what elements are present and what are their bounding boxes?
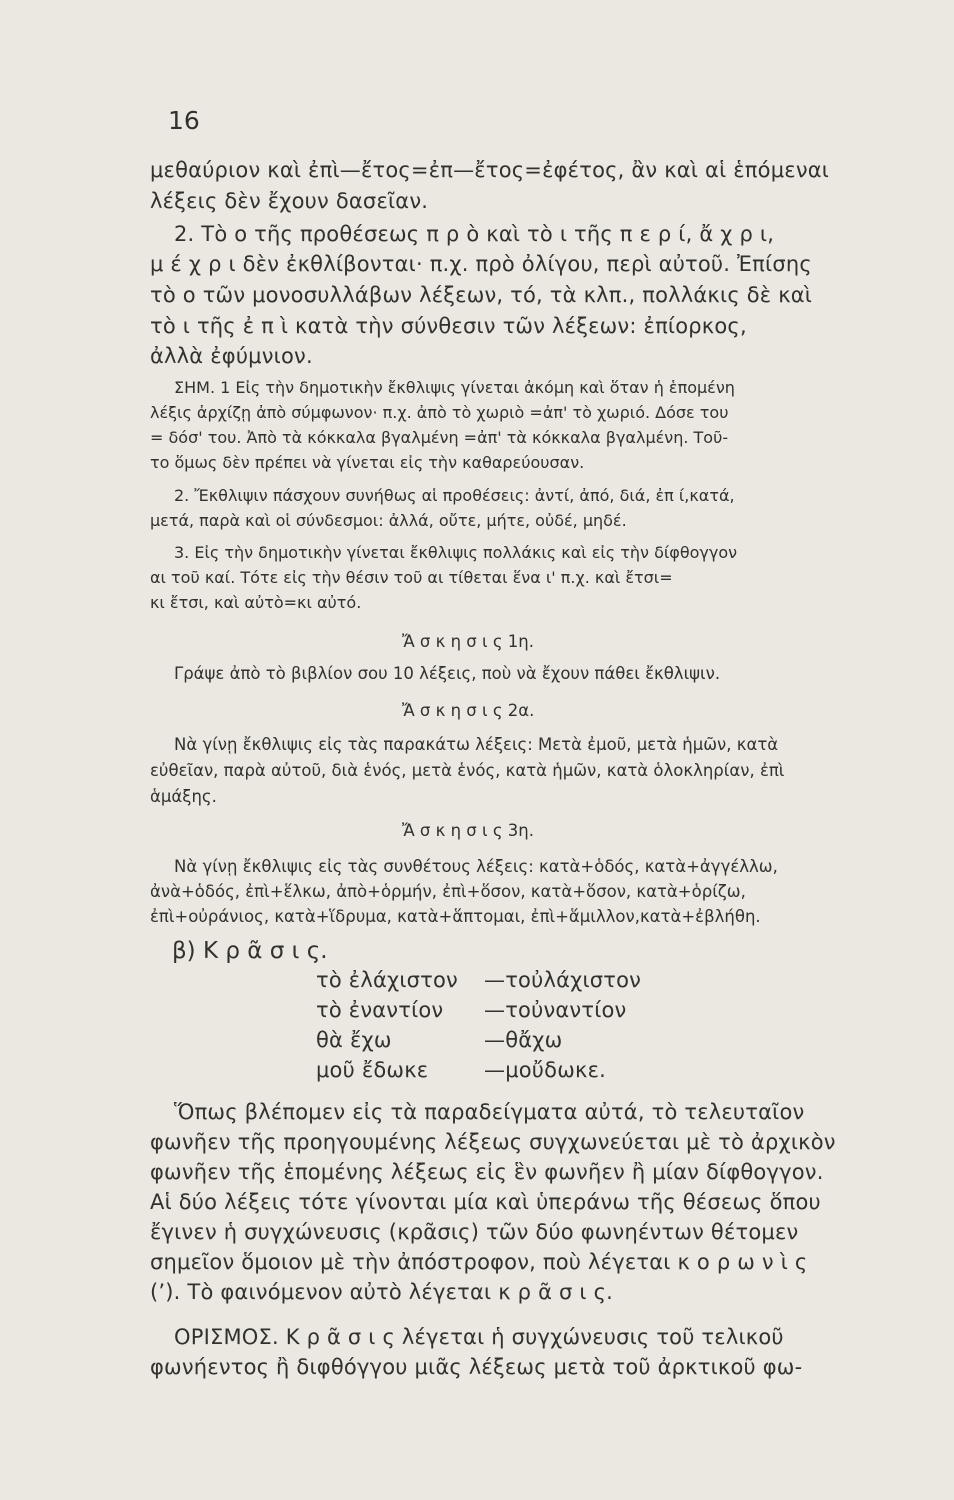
exercise-text: ἁμάξης.	[150, 787, 217, 806]
exercise-text: ἀνὰ+ὁδός, ἐπὶ+ἕλκω, ἀπὸ+ὁρμήν, ἐπὶ+ὅσον, κατὰ+ὅσον, κατὰ+ὁρίζω,	[150, 882, 746, 901]
text-line: μεθαύριον καὶ ἐπὶ—ἔτος=ἐπ—ἔτος=ἐφέτος, ἂν καὶ αἱ ἑπόμεναι	[150, 158, 830, 182]
example-right: —τοὐλάχιστον	[484, 968, 642, 992]
example-left: μοῦ ἔδωκε	[316, 1058, 429, 1082]
exercise-title: Ἄ σ κ η σ ι ς 1η.	[402, 632, 534, 651]
exercise-text: ἐπὶ+οὐράνιος, κατὰ+ἵδρυμα, κατὰ+ἅπτομαι, ἐπὶ+ἅμιλλον,κατὰ+ἐβλήθη.	[150, 907, 761, 926]
note-line: 3. Εἰς τὴν δημοτικὴν γίνεται ἔκθλιψις πολλάκις καὶ εἰς τὴν δίφθογγον	[174, 543, 738, 562]
note-line: αι τοῦ καί. Τότε εἰς τὴν θέσιν τοῦ αι τίθεται ἕνα ι' π.χ. καὶ ἔτσι=	[150, 568, 673, 587]
section-heading: β) Κ ρ ᾶ σ ι ς.	[172, 938, 328, 964]
example-left: τὸ ἐναντίον	[316, 998, 444, 1022]
text-line: μ έ χ ρ ι δὲν ἐκθλίβονται· π.χ. πρὸ ὀλίγου, περὶ αὐτοῦ. Ἐπίσης	[150, 252, 812, 276]
text-line: λέξεις δὲν ἔχουν δασεῖαν.	[150, 189, 429, 213]
definition-line: φωνήεντος ἢ διφθόγγου μιᾶς λέξεως μετὰ τοῦ ἀρκτικοῦ φω-	[150, 1355, 803, 1379]
page-number: 16	[168, 106, 200, 135]
note-line: 2. Ἔκθλιψιν πάσχουν συνήθως αἱ προθέσεις: ἀντί, ἀπό, διά, ἐπ ί,κατά,	[174, 486, 735, 505]
paragraph-line: Αἱ δύο λέξεις τότε γίνονται μία καὶ ὑπεράνω τῆς θέσεως ὅπου	[150, 1190, 821, 1214]
example-left: τὸ ἐλάχιστον	[316, 968, 458, 992]
exercise-text: εὐθεῖαν, παρὰ αὐτοῦ, διὰ ἑνός, μετὰ ἑνός, κατὰ ἡμῶν, κατὰ ὁλοκληρίαν, ἐπὶ	[150, 761, 785, 780]
exercise-text: Γράψε ἀπὸ τὸ βιβλίον σου 10 λέξεις, ποὺ νὰ ἔχουν πάθει ἔκθλιψιν.	[174, 664, 721, 683]
note-line: μετά, παρὰ καὶ οἱ σύνδεσμοι: ἀλλά, οὔτε, μήτε, οὐδέ, μηδέ.	[150, 511, 627, 530]
exercise-text: Νὰ γίνῃ ἔκθλιψις εἰς τὰς παρακάτω λέξεις: Μετὰ ἐμοῦ, μετὰ ἡμῶν, κατὰ	[174, 735, 779, 754]
note-line: το ὅμως δὲν πρέπει νὰ γίνεται εἰς τὴν καθαρεύουσαν.	[150, 453, 585, 472]
example-right: —μοὔδωκε.	[484, 1058, 606, 1082]
exercise-title: Ἄ σ κ η σ ι ς 2α.	[402, 701, 535, 720]
exercise-text: Νὰ γίνῃ ἔκθλιψις εἰς τὰς συνθέτους λέξεις: κατὰ+ὁδός, κατὰ+ἀγγέλλω,	[174, 857, 778, 876]
paragraph-line: φωνῆεν τῆς ἑπομένης λέξεως εἰς ἓν φωνῆεν ἢ μίαν δίφθογγον.	[150, 1160, 824, 1184]
note-line: λέξις ἀρχίζῃ ἀπὸ σύμφωνον· π.χ. ἀπὸ τὸ χωριὸ =ἀπ' τὸ χωριό. Δόσε του	[150, 403, 729, 422]
note-line: = δόσ' του. Ἀπὸ τὰ κόκκαλα βγαλμένη =ἀπ' τὰ κόκκαλα βγαλμένη. Τοῦ-	[150, 428, 729, 447]
example-left: θὰ ἔχω	[316, 1028, 392, 1052]
paragraph-line: ἔγινεν ἡ συγχώνευσις (κρᾶσις) τῶν δύο φωνηέντων θέτομεν	[150, 1220, 799, 1244]
example-right: —θἄχω	[484, 1028, 563, 1052]
text-line: τὸ ο τῶν μονοσυλλάβων λέξεων, τό, τὰ κλπ., πολλάκις δὲ καὶ	[150, 283, 813, 307]
text-line: 2. Τὸ ο τῆς προθέσεως π ρ ὸ καὶ τὸ ι τῆς π ε ρ ί, ἄ χ ρ ι,	[174, 222, 775, 246]
text-line: ἀλλὰ ἐφύμνιον.	[150, 344, 313, 368]
exercise-title: Ἄ σ κ η σ ι ς 3η.	[402, 821, 534, 840]
note-line: ΣΗΜ. 1 Εἰς τὴν δημοτικὴν ἔκθλιψις γίνεται ἀκόμη καὶ ὅταν ἡ ἑπομένη	[174, 378, 735, 397]
paragraph-line: Ὅπως βλέπομεν εἰς τὰ παραδείγματα αὐτά, τὸ τελευταῖον	[174, 1100, 805, 1124]
note-line: κι ἔτσι, καὶ αὐτὸ=κι αὐτό.	[150, 593, 362, 612]
paragraph-line: (’). Τὸ φαινόμενον αὐτὸ λέγεται κ ρ ᾶ σ ι ς.	[150, 1280, 613, 1304]
definition-line: ΟΡΙΣΜΟΣ. Κ ρ ᾶ σ ι ς λέγεται ἡ συγχώνευσις τοῦ τελικοῦ	[174, 1325, 784, 1349]
text-line: τὸ ι τῆς ἐ π ὶ κατὰ τὴν σύνθεσιν τῶν λέξεων: ἐπίορκος,	[150, 314, 747, 338]
example-right: —τοὐναντίον	[484, 998, 627, 1022]
paragraph-line: σημεῖον ὅμοιον μὲ τὴν ἀπόστροφον, ποὺ λέγεται κ ο ρ ω ν ὶ ς	[150, 1250, 808, 1274]
paragraph-line: φωνῆεν τῆς προηγουμένης λέξεως συγχωνεύεται μὲ τὸ ἀρχικὸν	[150, 1130, 836, 1154]
